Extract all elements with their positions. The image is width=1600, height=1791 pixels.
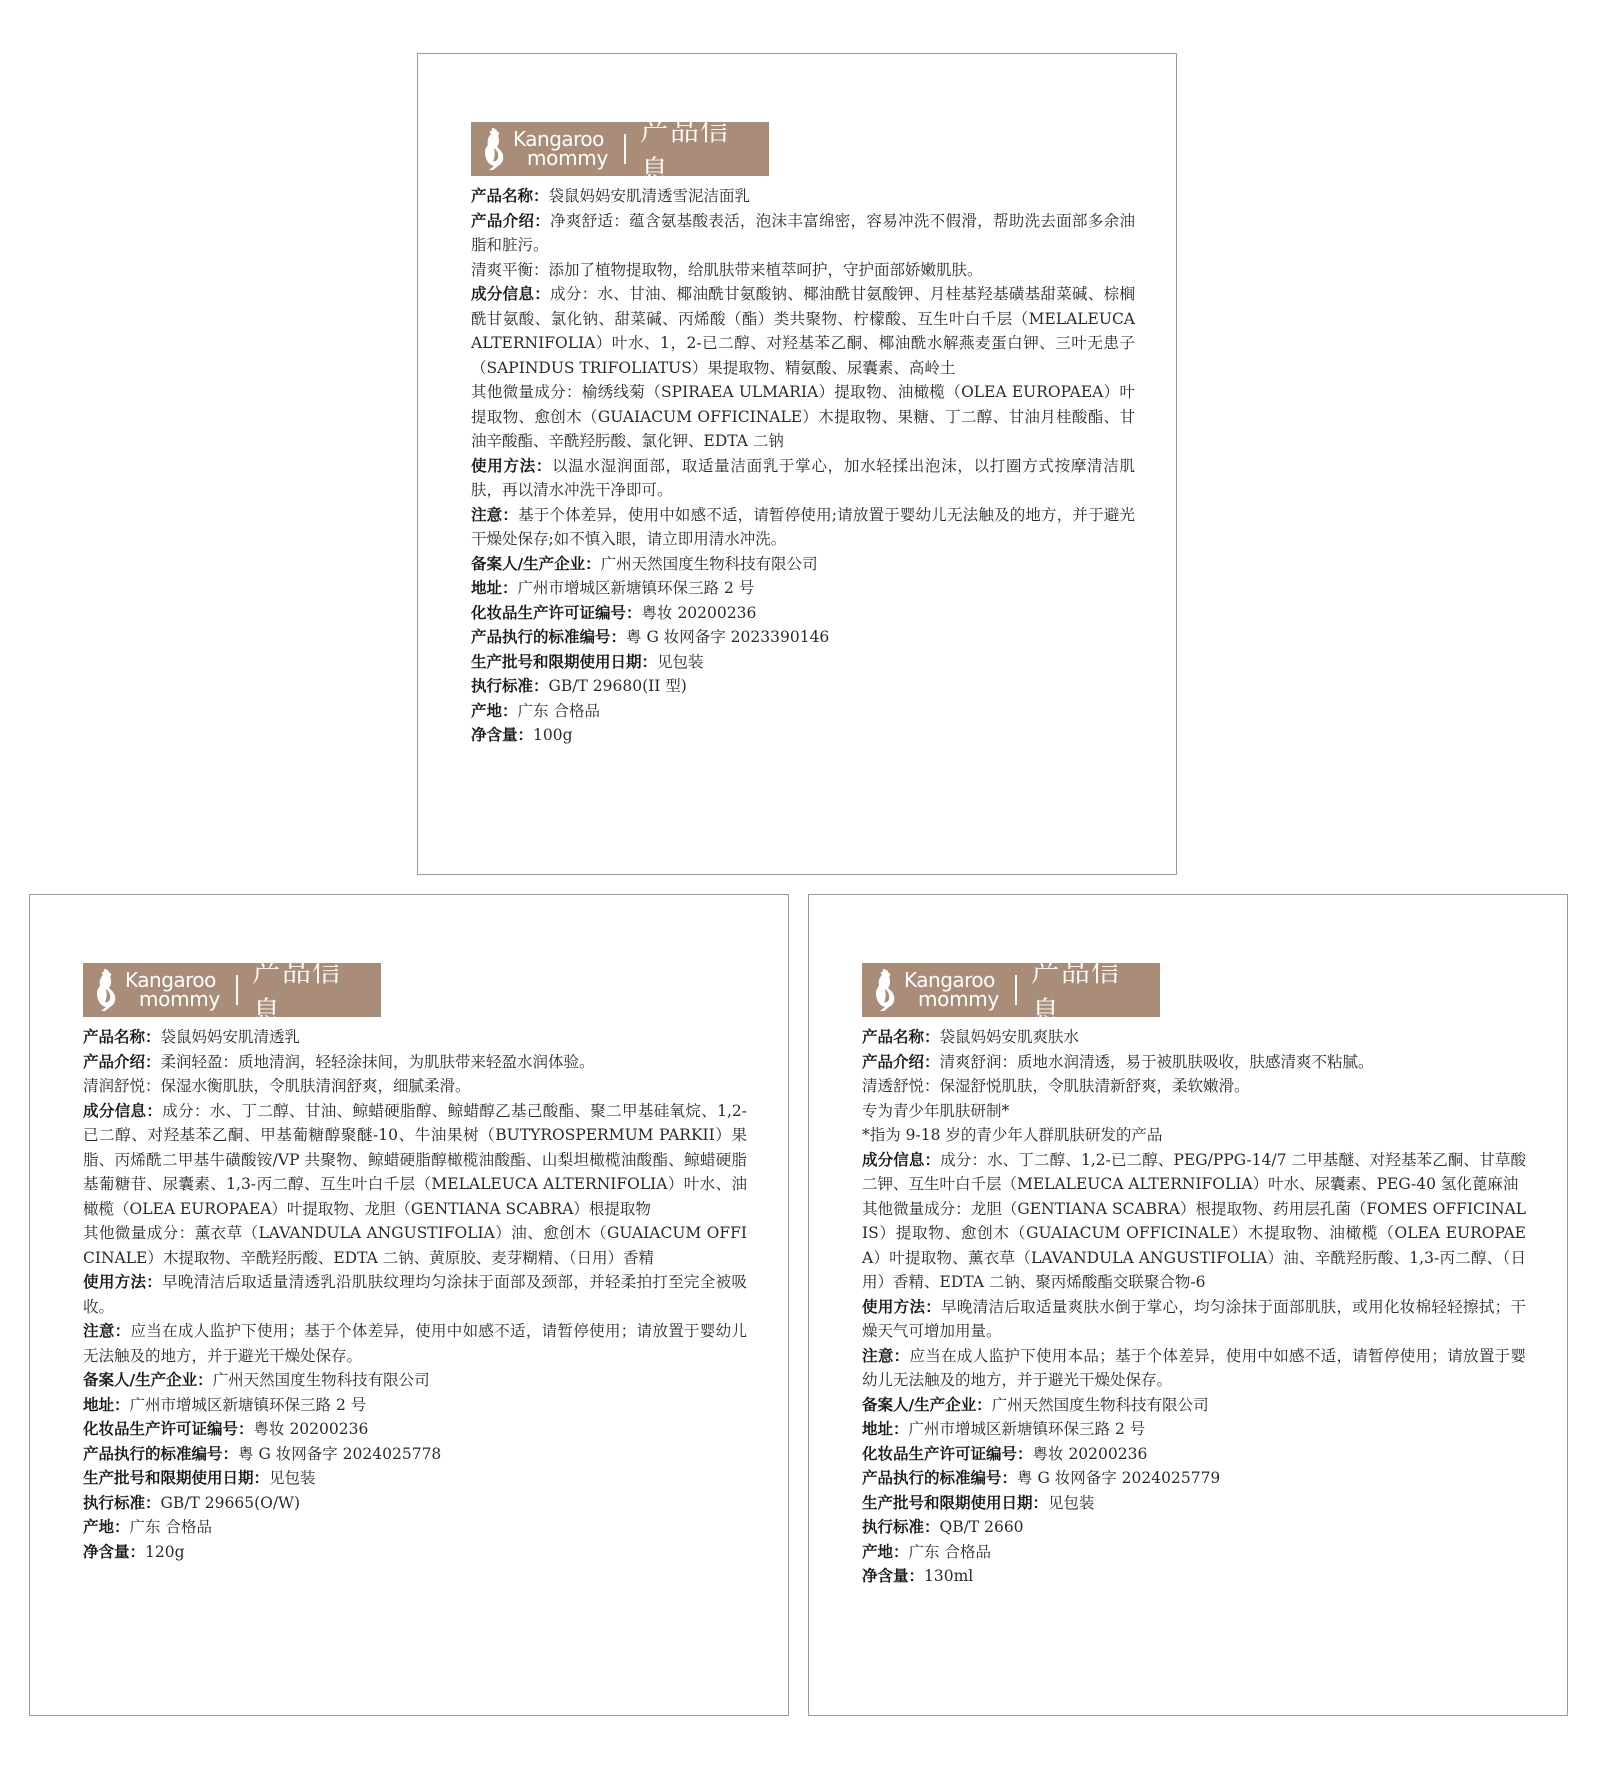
info-line bbox=[471, 674, 1135, 699]
info-label: 产品名称： bbox=[471, 187, 549, 205]
info-line bbox=[83, 1417, 747, 1442]
info-value: 其他微量成分：薰衣草（LAVANDULA ANGUSTIFOLIA）油、愈创木（GUAIACUM OFFICINALE）木提取物、辛酰羟肟酸、EDTA 二钠、黄原胶、麦芽糊精、（日用）香精 bbox=[83, 1224, 747, 1267]
info-label: 产地： bbox=[83, 1518, 130, 1536]
info-value: 清爽舒润：质地水润清透，易于被肌肤吸收，肤感清爽不粘腻。 bbox=[939, 1052, 1374, 1071]
info-line bbox=[83, 1515, 747, 1540]
info-value: 成分：水、甘油、椰油酰甘氨酸钠、椰油酰甘氨酸钾、月桂基羟基磺基甜菜碱、棕榈酰甘氨酸、氯化钠、甜菜碱、丙烯酸（酯）类共聚物、柠檬酸、互生叶白千层（MELALEUCA ALTERNIFOLIA）叶水、1，2-已二醇、对羟基苯乙酮、椰油酰水解燕麦蛋白钾、三叶无患子（SAPINDUS TRIFOLIATUS）果提取物、精氨酸、尿囊素、高岭土 bbox=[471, 285, 1135, 377]
info-value: 清润舒悦：保湿水衡肌肤，令肌肤清润舒爽，细腻柔滑。 bbox=[83, 1077, 471, 1095]
product-info-panel-toner bbox=[808, 894, 1568, 1716]
info-line bbox=[471, 723, 1135, 748]
info-label: 执行标准： bbox=[83, 1493, 161, 1512]
info-value: 粤 G 妆网备字 2024025779 bbox=[1017, 1469, 1221, 1487]
panel-content bbox=[83, 954, 747, 1564]
info-line bbox=[83, 1393, 747, 1418]
info-line bbox=[862, 1050, 1526, 1075]
info-line bbox=[862, 1491, 1526, 1516]
info-value: *指为 9-18 岁的青少年人群肌肤研发的产品 bbox=[862, 1126, 1163, 1144]
info-line bbox=[83, 1466, 747, 1491]
info-label: 产品介绍： bbox=[83, 1052, 161, 1071]
info-line bbox=[862, 1515, 1526, 1540]
info-value: 广州市增城区新塘镇环保三路 2 号 bbox=[908, 1420, 1146, 1438]
info-value: GB/T 29680(II 型) bbox=[548, 677, 687, 695]
info-value: 袋鼠妈妈安肌爽肤水 bbox=[939, 1028, 1080, 1046]
kangaroo-logo-icon bbox=[870, 967, 900, 1013]
info-value: 见包装 bbox=[1048, 1493, 1095, 1512]
info-label: 产品介绍： bbox=[862, 1052, 940, 1071]
product-info-panel-lotion bbox=[29, 894, 789, 1716]
info-label: 生产批号和限期使用日期： bbox=[862, 1493, 1049, 1512]
info-label: 备案人/生产企业： bbox=[862, 1395, 992, 1414]
info-line bbox=[471, 625, 1135, 650]
info-line bbox=[862, 1148, 1526, 1197]
info-label: 使用方法： bbox=[83, 1273, 163, 1291]
banner-divider bbox=[1015, 975, 1017, 1005]
info-label: 执行标准： bbox=[862, 1518, 940, 1536]
info-label: 地址： bbox=[862, 1420, 909, 1438]
brand-logo-text bbox=[904, 968, 1000, 1011]
info-value: 粤妆 20200236 bbox=[641, 603, 757, 622]
info-label: 产地： bbox=[862, 1542, 909, 1561]
info-line bbox=[83, 1050, 747, 1075]
info-value: 袋鼠妈妈安肌清透雪泥洁面乳 bbox=[548, 187, 751, 205]
info-label: 产品名称： bbox=[862, 1028, 940, 1046]
info-value: 见包装 bbox=[657, 652, 704, 671]
info-value: 早晚清洁后取适量爽肤水倒于掌心，均匀涂抹于面部肌肤，或用化妆棉轻轻擦拭；干燥天气可增加用量。 bbox=[862, 1297, 1526, 1340]
info-line bbox=[862, 1123, 1526, 1148]
info-label: 执行标准： bbox=[471, 677, 549, 695]
info-line bbox=[862, 1099, 1526, 1124]
info-label: 使用方法： bbox=[862, 1297, 942, 1316]
info-line bbox=[862, 1564, 1526, 1589]
info-value: 广州市增城区新塘镇环保三路 2 号 bbox=[129, 1395, 367, 1414]
info-value: 专为青少年肌肤研制* bbox=[862, 1101, 1010, 1120]
info-line bbox=[471, 258, 1135, 283]
brand-name-line2: mommy bbox=[918, 987, 1000, 1011]
info-line bbox=[83, 1025, 747, 1050]
info-label: 注意： bbox=[83, 1322, 131, 1340]
banner-divider bbox=[236, 975, 238, 1005]
info-value: 其他微量成分：榆绣线菊（SPIRAEA ULMARIA）提取物、油橄榄（OLEA EUROPAEA）叶提取物、愈创木（GUAIACUM OFFICINALE）木提取物、果糖、丁二醇、甘油月桂酸酯、甘油辛酸酯、辛酰羟肟酸、氯化钾、EDTA 二钠 bbox=[471, 383, 1135, 450]
info-line bbox=[862, 1025, 1526, 1050]
info-label: 生产批号和限期使用日期： bbox=[471, 652, 658, 671]
info-line bbox=[83, 1540, 747, 1565]
info-label: 化妆品生产许可证编号： bbox=[862, 1444, 1033, 1463]
info-label: 产品介绍： bbox=[471, 211, 551, 230]
info-line bbox=[471, 380, 1135, 454]
info-line bbox=[862, 1074, 1526, 1099]
info-value: GB/T 29665(O/W) bbox=[160, 1493, 301, 1512]
brand-banner bbox=[862, 954, 1160, 1029]
info-value: 基于个体差异，使用中如感不适，请暂停使用;请放置于婴幼儿无法触及的地方，并于避光干燥处保存;如不慎入眼，请立即用清水冲洗。 bbox=[471, 505, 1135, 548]
info-line bbox=[471, 282, 1135, 380]
info-value: 130ml bbox=[924, 1567, 974, 1585]
info-line bbox=[471, 184, 1135, 209]
info-value: 粤妆 20200236 bbox=[253, 1420, 369, 1438]
info-label: 产品名称： bbox=[83, 1028, 161, 1046]
info-value: 早晚清洁后取适量清透乳沿肌肤纹理均匀涂抹于面部及颈部，并轻柔拍打至完全被吸收。 bbox=[83, 1273, 747, 1316]
info-label: 注意： bbox=[862, 1346, 910, 1365]
info-value: 广州天然国度生物科技有限公司 bbox=[212, 1371, 430, 1389]
info-value: 以温水湿润面部，取适量洁面乳于掌心，加水轻揉出泡沫，以打圈方式按摩清洁肌肤，再以清水冲洗干净即可。 bbox=[471, 456, 1135, 499]
info-line bbox=[83, 1074, 747, 1099]
info-label: 成分信息： bbox=[471, 285, 551, 303]
info-line bbox=[862, 1295, 1526, 1344]
info-value: 120g bbox=[145, 1542, 185, 1561]
info-value: 清透舒悦：保湿舒悦肌肤，令肌肤清新舒爽，柔软嫩滑。 bbox=[862, 1077, 1250, 1095]
brand-name-line2: mommy bbox=[139, 987, 221, 1011]
info-label: 产品执行的标准编号： bbox=[83, 1444, 239, 1463]
kangaroo-logo-icon bbox=[479, 126, 509, 172]
info-line bbox=[471, 650, 1135, 675]
info-label: 产地： bbox=[471, 701, 518, 720]
info-value: 成分：水、丁二醇、1,2-已二醇、PEG/PPG-14/7 二甲基醚、对羟基苯乙酮、甘草酸二钾、互生叶白千层（MELALEUCA ALTERNIFOLIA）叶水、尿囊素、PEG-40 氢化蓖麻油 bbox=[862, 1150, 1526, 1193]
info-line bbox=[471, 576, 1135, 601]
info-label: 成分信息： bbox=[862, 1150, 941, 1169]
info-value: 粤妆 20200236 bbox=[1032, 1444, 1148, 1463]
info-label: 注意： bbox=[471, 505, 519, 524]
info-label: 产品执行的标准编号： bbox=[471, 628, 627, 646]
info-label: 净含量： bbox=[83, 1542, 146, 1561]
panel-content bbox=[862, 954, 1526, 1589]
info-line bbox=[862, 1442, 1526, 1467]
info-label: 地址： bbox=[471, 579, 518, 597]
info-line bbox=[862, 1393, 1526, 1418]
info-line bbox=[83, 1221, 747, 1270]
info-value: 粤 G 妆网备字 2024025778 bbox=[238, 1444, 442, 1463]
info-line bbox=[471, 209, 1135, 258]
section-title: 产品信息 bbox=[252, 954, 343, 1029]
brand-logo-text bbox=[125, 968, 221, 1011]
info-line bbox=[471, 601, 1135, 626]
panel-content bbox=[471, 113, 1135, 748]
info-value: 见包装 bbox=[269, 1469, 316, 1487]
info-value: 粤 G 妆网备字 2023390146 bbox=[626, 628, 830, 646]
brand-banner bbox=[471, 113, 769, 188]
info-value: 100g bbox=[533, 726, 573, 744]
product-info-panel-cleanser bbox=[417, 53, 1177, 875]
info-line bbox=[862, 1344, 1526, 1393]
info-value: 广东 合格品 bbox=[129, 1518, 212, 1536]
info-value: 广东 合格品 bbox=[908, 1542, 991, 1561]
brand-name-line1: Kangaroo bbox=[904, 968, 995, 992]
banner-divider bbox=[624, 134, 626, 164]
section-title: 产品信息 bbox=[640, 113, 731, 188]
info-value: 应当在成人监护下使用；基于个体差异，使用中如感不适，请暂停使用；请放置于婴幼儿无法触及的地方，并于避光干燥处保存。 bbox=[83, 1322, 747, 1365]
info-label: 化妆品生产许可证编号： bbox=[471, 603, 642, 622]
info-label: 地址： bbox=[83, 1395, 130, 1414]
info-line bbox=[83, 1270, 747, 1319]
info-label: 净含量： bbox=[862, 1567, 925, 1585]
brand-banner bbox=[83, 954, 381, 1029]
info-value: 广东 合格品 bbox=[517, 701, 600, 720]
info-line bbox=[862, 1417, 1526, 1442]
info-value: 广州天然国度生物科技有限公司 bbox=[991, 1395, 1209, 1414]
info-line bbox=[83, 1099, 747, 1222]
info-value: 广州市增城区新塘镇环保三路 2 号 bbox=[517, 579, 755, 597]
info-line bbox=[862, 1540, 1526, 1565]
info-value: 袋鼠妈妈安肌清透乳 bbox=[160, 1028, 301, 1046]
section-title: 产品信息 bbox=[1031, 954, 1122, 1029]
info-value: QB/T 2660 bbox=[939, 1518, 1024, 1536]
info-line bbox=[83, 1368, 747, 1393]
info-label: 备案人/生产企业： bbox=[83, 1371, 213, 1389]
info-label: 使用方法： bbox=[471, 456, 553, 475]
info-line bbox=[862, 1197, 1526, 1295]
info-line bbox=[471, 503, 1135, 552]
info-value: 应当在成人监护下使用本品；基于个体差异，使用中如感不适，请暂停使用；请放置于婴幼儿无法触及的地方，并于避光干燥处保存。 bbox=[862, 1346, 1526, 1389]
info-value: 其他微量成分：龙胆（GENTIANA SCABRA）根提取物、药用层孔菌（FOMES OFFICINALIS）提取物、愈创木（GUAIACUM OFFICINALE）木提取物、油橄榄（OLEA EUROPAEA）叶提取物、薰衣草（LAVANDULA ANGUSTIFOLIA）油、辛酰羟肟酸、1,3-丙二醇、（日用）香精、EDTA 二钠、聚丙烯酸酯交联聚合物-6 bbox=[862, 1199, 1526, 1291]
info-value: 柔润轻盈：质地清润，轻轻涂抹间，为肌肤带来轻盈水润体验。 bbox=[160, 1052, 595, 1071]
info-value: 清爽平衡：添加了植物提取物，给肌肤带来植萃呵护，守护面部娇嫩肌肤。 bbox=[471, 260, 983, 279]
info-label: 生产批号和限期使用日期： bbox=[83, 1469, 270, 1487]
brand-name-line1: Kangaroo bbox=[513, 127, 604, 151]
info-value: 净爽舒适：蕴含氨基酸表活，泡沫丰富绵密，容易冲洗不假滑，帮助洗去面部多余油脂和脏污。 bbox=[471, 211, 1135, 254]
brand-name-line2: mommy bbox=[527, 146, 609, 170]
info-line bbox=[83, 1319, 747, 1368]
info-label: 备案人/生产企业： bbox=[471, 554, 601, 573]
info-label: 净含量： bbox=[471, 726, 534, 744]
info-line bbox=[83, 1491, 747, 1516]
info-line bbox=[471, 552, 1135, 577]
info-label: 化妆品生产许可证编号： bbox=[83, 1420, 254, 1438]
info-label: 产品执行的标准编号： bbox=[862, 1469, 1018, 1487]
kangaroo-logo-icon bbox=[91, 967, 121, 1013]
info-label: 成分信息： bbox=[83, 1101, 163, 1120]
brand-name-line1: Kangaroo bbox=[125, 968, 216, 992]
info-value: 成分：水、丁二醇、甘油、鲸蜡硬脂醇、鲸蜡醇乙基己酸酯、聚二甲基硅氧烷、1,2-已二醇、对羟基苯乙酮、甲基葡糖醇聚醚-10、牛油果树（BUTYROSPERMUM PARKII）果脂、丙烯酰二甲基牛磺酸铵/VP 共聚物、鲸蜡硬脂醇橄榄油酸酯、山梨坦橄榄油酸酯、鲸蜡硬脂基葡糖苷、尿囊素、1,3-丙二醇、互生叶白千层（MELALEUCA ALTERNIFOLIA）叶水、油橄榄（OLEA EUROPAEA）叶提取物、龙胆（GENTIANA SCABRA）根提取物 bbox=[83, 1101, 747, 1218]
info-line bbox=[471, 699, 1135, 724]
brand-logo-text bbox=[513, 127, 609, 170]
info-line bbox=[471, 454, 1135, 503]
info-line bbox=[862, 1466, 1526, 1491]
info-line bbox=[83, 1442, 747, 1467]
info-value: 广州天然国度生物科技有限公司 bbox=[600, 554, 818, 573]
